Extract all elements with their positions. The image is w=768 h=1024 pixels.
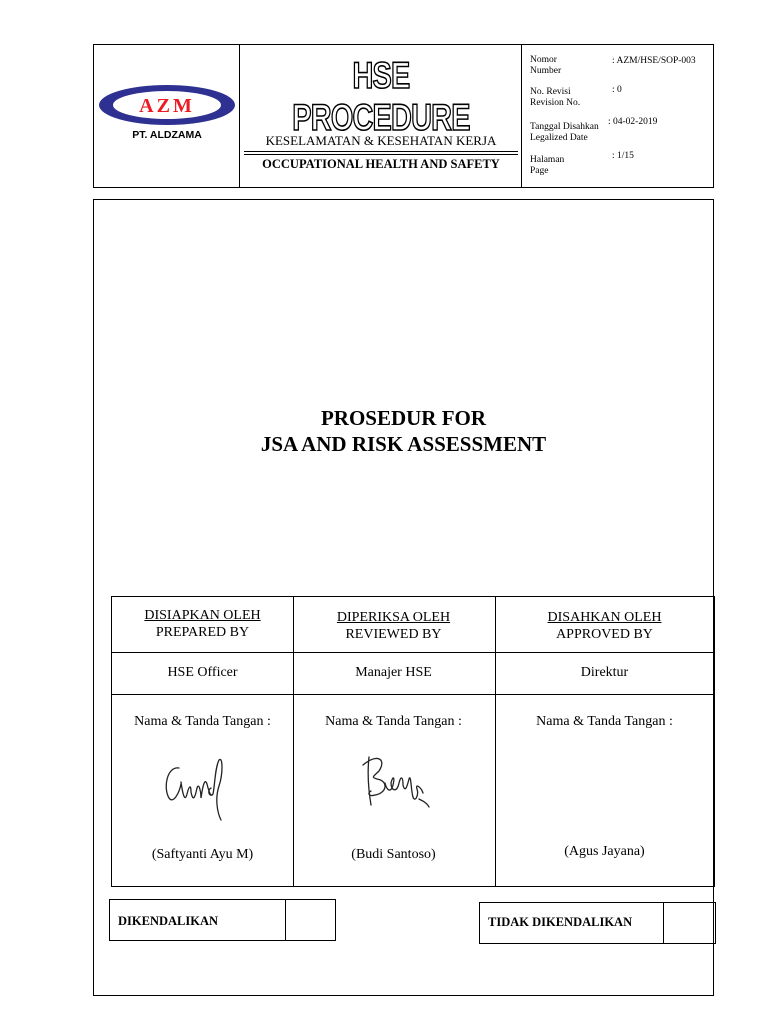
subtitle-divider [244, 154, 518, 155]
table-divider [112, 652, 714, 653]
table-divider [495, 597, 496, 886]
company-name: PT. ALDZAMA [132, 129, 202, 141]
role-approved: Direktur [580, 665, 629, 680]
procedure-title: HSE PROCEDURE [292, 55, 470, 138]
meta-page-label: Halaman Page [530, 155, 565, 176]
uncontrolled-box [479, 902, 716, 944]
table-divider [112, 694, 714, 695]
title-cell [240, 45, 522, 187]
subtitle-english: OCCUPATIONAL HEALTH AND SAFETY [262, 157, 500, 171]
sign-label-approved: Nama & Tanda Tangan : [536, 714, 673, 729]
name-reviewed: (Budi Santoso) [351, 847, 436, 862]
controlled-box [109, 899, 336, 941]
logo-cell [94, 45, 240, 187]
meta-number-value: : AZM/HSE/SOP-003 [612, 56, 696, 66]
role-reviewed: Manajer HSE [355, 665, 432, 680]
box-divider [285, 900, 286, 940]
document-meta [522, 45, 713, 187]
svg-text:AZM: AZM [139, 95, 195, 117]
meta-number-label: Nomor Number [530, 55, 562, 76]
meta-page-value: : 1/15 [612, 151, 634, 161]
azm-logo [98, 83, 236, 127]
meta-revision-value: : 0 [612, 85, 622, 95]
document-title-line2: JSA AND RISK ASSESSMENT [260, 432, 547, 456]
reviewed-by-heading: DIPERIKSA OLEH REVIEWED BY [336, 610, 451, 642]
sign-label-prepared: Nama & Tanda Tangan : [134, 714, 271, 729]
document-body [93, 199, 714, 996]
controlled-label: DIKENDALIKAN [118, 914, 219, 928]
subtitle-indonesian: KESELAMATAN & KESEHATAN KERJA [265, 133, 497, 148]
meta-revision-label: No. Revisi Revision No. [530, 87, 581, 108]
document-header [93, 44, 714, 188]
name-approved: (Agus Jayana) [564, 844, 645, 859]
approved-by-heading: DISAHKAN OLEH APPROVED BY [547, 610, 662, 642]
document-title [94, 405, 713, 457]
approval-table [111, 596, 715, 887]
signature-budi [357, 747, 437, 817]
sign-label-reviewed: Nama & Tanda Tangan : [325, 714, 462, 729]
prepared-by-heading: DISIAPKAN OLEH PREPARED BY [144, 608, 261, 640]
document-title-line1: PROSEDUR FOR [320, 406, 487, 430]
role-prepared: HSE Officer [167, 665, 238, 680]
signature-saftyanti [157, 754, 237, 824]
subtitle-divider [244, 151, 518, 152]
meta-date-value: : 04-02-2019 [608, 117, 658, 127]
uncontrolled-label: TIDAK DIKENDALIKAN [488, 915, 633, 929]
name-prepared: (Saftyanti Ayu M) [151, 847, 254, 862]
box-divider [663, 903, 664, 943]
meta-date-label: Tanggal Disahkan Legalized Date [530, 122, 599, 143]
